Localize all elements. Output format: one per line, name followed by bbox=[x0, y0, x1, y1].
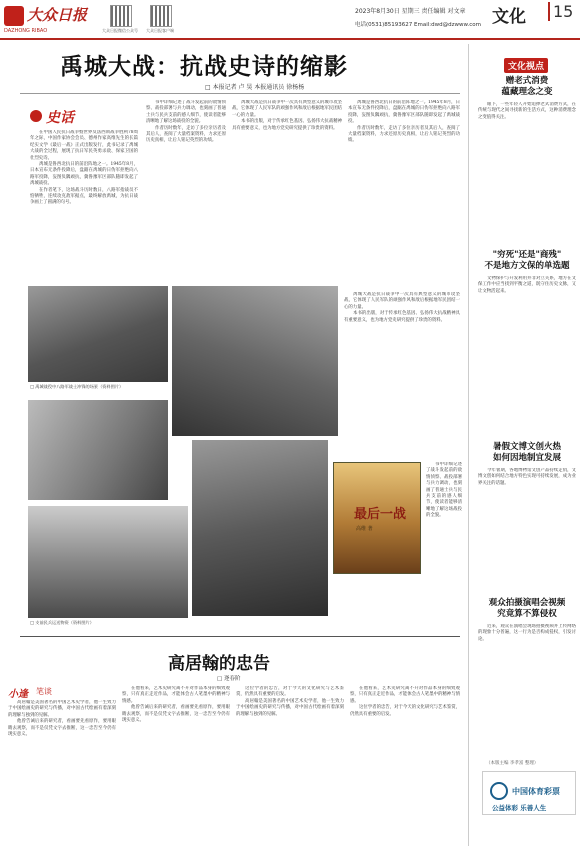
main-headline[interactable]: 禹城大战：抗战史诗的缩影 bbox=[60, 54, 348, 80]
article-headline[interactable]: 高居翰的忠告 bbox=[168, 654, 270, 674]
paper-subtitle: DAZHONG RIBAO bbox=[4, 28, 48, 34]
column-label-text: 史话 bbox=[46, 110, 74, 126]
sidebar-headline[interactable]: 暑假文博文创火热 如何因地制宜发展 bbox=[492, 442, 561, 463]
paragraph: 作者历时数年，走访了多位亲历者及其后人，查阅了大量档案资料，力求还原历史真相，让后人铭记英烈的功绩。 bbox=[146, 125, 226, 144]
divider bbox=[20, 93, 460, 94]
column-label-sub: 笔谈 bbox=[36, 687, 52, 696]
paragraph: 眼下，一些年轻人开始追捧老式消费方式，在传统与现代之间寻找新的生活方式，这种消费理念之变值得关注。 bbox=[478, 102, 576, 120]
historical-photo[interactable] bbox=[192, 440, 328, 616]
ad-slogan: 公益体彩 乐善人生 bbox=[492, 804, 547, 812]
photo-caption: □ 支前民兵运送物资（资料图片） bbox=[30, 620, 94, 625]
paragraph: 他曾告诫后来的研究者，看画要先看原作，要用眼睛去观察，而不是仅凭文字去推断，这一忠告至今仍有现实意义。 bbox=[122, 705, 230, 724]
book-title: 最后一战 bbox=[354, 507, 407, 522]
historical-photo[interactable] bbox=[28, 400, 168, 500]
sidebar-text bbox=[478, 624, 576, 756]
issue-info: 2023年8月30日 星期三 责任编辑 对文章 bbox=[355, 8, 466, 15]
paragraph: 在他看来，艺术史研究离不开对作品本身的细致观察，只有真正走近作品，才能体会古人笔墨中的精神与情感。 bbox=[350, 686, 460, 704]
historical-photo[interactable] bbox=[28, 506, 188, 618]
paragraph: 这位学者的忠告，对于今天的文化研究与艺术鉴赏，仍然具有重要的启发。 bbox=[350, 705, 460, 717]
paragraph: 文物保护与开发利用并非对立关系，地方在文保工作中应当找到平衡之道，既守住历史文脉，又让文物活起来。 bbox=[478, 276, 576, 294]
qr-caption: 大众日报微信公众号 bbox=[102, 28, 138, 33]
book-cover[interactable] bbox=[333, 462, 421, 574]
sidebar-text bbox=[478, 276, 576, 436]
paragraph: 在他看来，艺术史研究离不开对作品本身的细致观察，只有真正走近作品，才能体会古人笔墨中的精神与情感。 bbox=[122, 686, 230, 704]
article-text-column bbox=[350, 686, 460, 840]
paragraph: 在中国人民抗日战争暨世界反法西斯战争胜利78周年之际，中国作家协会会员、德州作家高维先生的长篇纪实文学《最后一战》正式出版发行，此书记录了禹城大战的全过程，展现了抗日军民英勇杀敌、保家卫国的壮烈史诗。 bbox=[30, 130, 138, 161]
contact-info: 电话(0531)85193627 Email:dwd@dzwww.com bbox=[355, 22, 481, 28]
qr-caption: 大众日报客户端 bbox=[146, 28, 174, 33]
article-text-column bbox=[232, 100, 342, 290]
article-text-column bbox=[236, 686, 344, 840]
sidebar-text bbox=[478, 102, 576, 242]
article-text-column bbox=[122, 686, 230, 840]
article-text-column bbox=[426, 462, 462, 622]
historical-photo[interactable] bbox=[28, 286, 168, 382]
historical-photo[interactable] bbox=[172, 286, 338, 436]
byline: □ 逄春阶 bbox=[217, 676, 241, 682]
paragraph: 禹城是鲁西北抗日的前沿阵地之一。1945年8月，日本宣布无条件投降后，盘踞在禹城的日伪军拒绝向八路军投降，妄图负隅顽抗，冀鲁豫军区部队随即发起了禹城战役。 bbox=[30, 162, 138, 187]
paragraph: 作者历时数年，走访了多位亲历者及其后人，查阅了大量档案资料，力求还原历史真相，让后人铭记英烈的功绩。 bbox=[348, 125, 460, 144]
label-mark-icon bbox=[30, 110, 42, 122]
paragraph: 禹城大战是抗日战争中一次具有典型意义的城市攻坚战，它体现了人民军队的顽强作风和敌后根据地军民团结一心的力量。 bbox=[232, 100, 342, 118]
paper-logo-icon bbox=[4, 6, 24, 26]
paragraph: 本书的出版，对于传承红色基因、弘扬伟大抗战精神具有重要意义，也为地方党史研究提供了珍贵的资料。 bbox=[232, 119, 342, 131]
sidebar-headline[interactable]: "穷死"还是"商残" 不是地方文保的单选题 bbox=[484, 250, 570, 271]
divider bbox=[20, 636, 460, 637]
page-number: 15 bbox=[548, 2, 573, 21]
section-title: 文化 bbox=[492, 7, 526, 27]
article-text-column bbox=[146, 100, 226, 290]
paper-name: 大众日报 bbox=[27, 6, 88, 24]
photo-caption: □ 禹城战役中八路军战士冲锋的场景（资料图片） bbox=[30, 384, 124, 389]
book-author: 高维 著 bbox=[356, 526, 373, 532]
article-text-column bbox=[30, 130, 138, 280]
byline: □ 本报记者 卢 昊 本报通讯员 徐杨杨 bbox=[205, 84, 305, 91]
sidebar-text bbox=[478, 468, 576, 592]
sidebar-tag: 文化视点 bbox=[504, 58, 548, 73]
article-text-column bbox=[344, 292, 460, 458]
qr-code-icon[interactable] bbox=[110, 5, 132, 27]
sidebar-headline[interactable]: 观众拍摄演唱会视频 究竟算不算侵权 bbox=[488, 598, 566, 619]
column-label bbox=[30, 107, 78, 125]
article-text-column bbox=[8, 700, 116, 840]
paragraph: 在作者笔下，这场战斗历时数日，八路军指战员不怕牺牲，连续攻克敌军据点，最终解放禹城，为抗日战争画上了圆满的句号。 bbox=[30, 187, 138, 206]
paragraph: 书中详细记述了战斗发起前的敌情侦察、战役部署与兵力调动，也刻画了普通士兵与民兵支前的感人细节，使读者能够清晰地了解这场战役的全貌。 bbox=[426, 462, 462, 519]
lottery-emblem-icon bbox=[490, 782, 508, 800]
masthead bbox=[0, 0, 580, 40]
ad-title: 中国体育彩票 bbox=[512, 787, 560, 796]
column-label-text: 小逢 bbox=[8, 689, 28, 700]
paragraph: 他曾告诫后来的研究者，看画要先看原作，要用眼睛去观察，而不是仅凭文字去推断，这一忠告至今仍有现实意义。 bbox=[8, 719, 116, 738]
article-text-column bbox=[348, 100, 460, 290]
paragraph: 本书的出版，对于传承红色基因、弘扬伟大抗战精神具有重要意义，也为地方党史研究提供了珍贵的资料。 bbox=[344, 311, 460, 323]
paragraph: 书中详细记述了战斗发起前的敌情侦察、战役部署与兵力调动，也刻画了普通士兵与民兵支前的感人细节，使读者能够清晰地了解这场战役的全貌。 bbox=[146, 100, 226, 125]
paragraph: 高居翰是美国著名的中国艺术史学者，他一生致力于中国绘画史的研究与传播，对中国古代绘画有着深刻的理解与独到的见解。 bbox=[236, 698, 344, 717]
editor-note: （本版主编 李孝富 整理） bbox=[486, 761, 539, 766]
paragraph: 禹城大战是抗日战争中一次具有典型意义的城市攻坚战，它体现了人民军队的顽强作风和敌后根据地军民团结一心的力量。 bbox=[344, 292, 460, 310]
qr-code-icon[interactable] bbox=[150, 5, 172, 27]
paragraph: 这位学者的忠告，对于今天的文化研究与艺术鉴赏，仍然具有重要的启发。 bbox=[236, 686, 344, 698]
paragraph: 高居翰是美国著名的中国艺术史学者，他一生致力于中国绘画史的研究与传播，对中国古代绘画有着深刻的理解与独到的见解。 bbox=[8, 700, 116, 718]
paragraph: 近来，观众在演唱会现场拍摄视频并上传网络的现象十分普遍，这一行为是否构成侵权，引发讨论。 bbox=[478, 624, 576, 642]
sidebar-headline[interactable]: 赠老式消费 蕴藏理念之变 bbox=[501, 76, 553, 97]
paragraph: 今年暑期，各地博物馆文创产品持续走俏，文博文创如何结合地方特色实现可持续发展，成为业界关注的话题。 bbox=[478, 468, 576, 486]
paragraph: 禹城是鲁西北抗日的前沿阵地之一。1945年8月，日本宣布无条件投降后，盘踞在禹城的日伪军拒绝向八路军投降，妄图负隅顽抗，冀鲁豫军区部队随即发起了禹城战役。 bbox=[348, 100, 460, 125]
